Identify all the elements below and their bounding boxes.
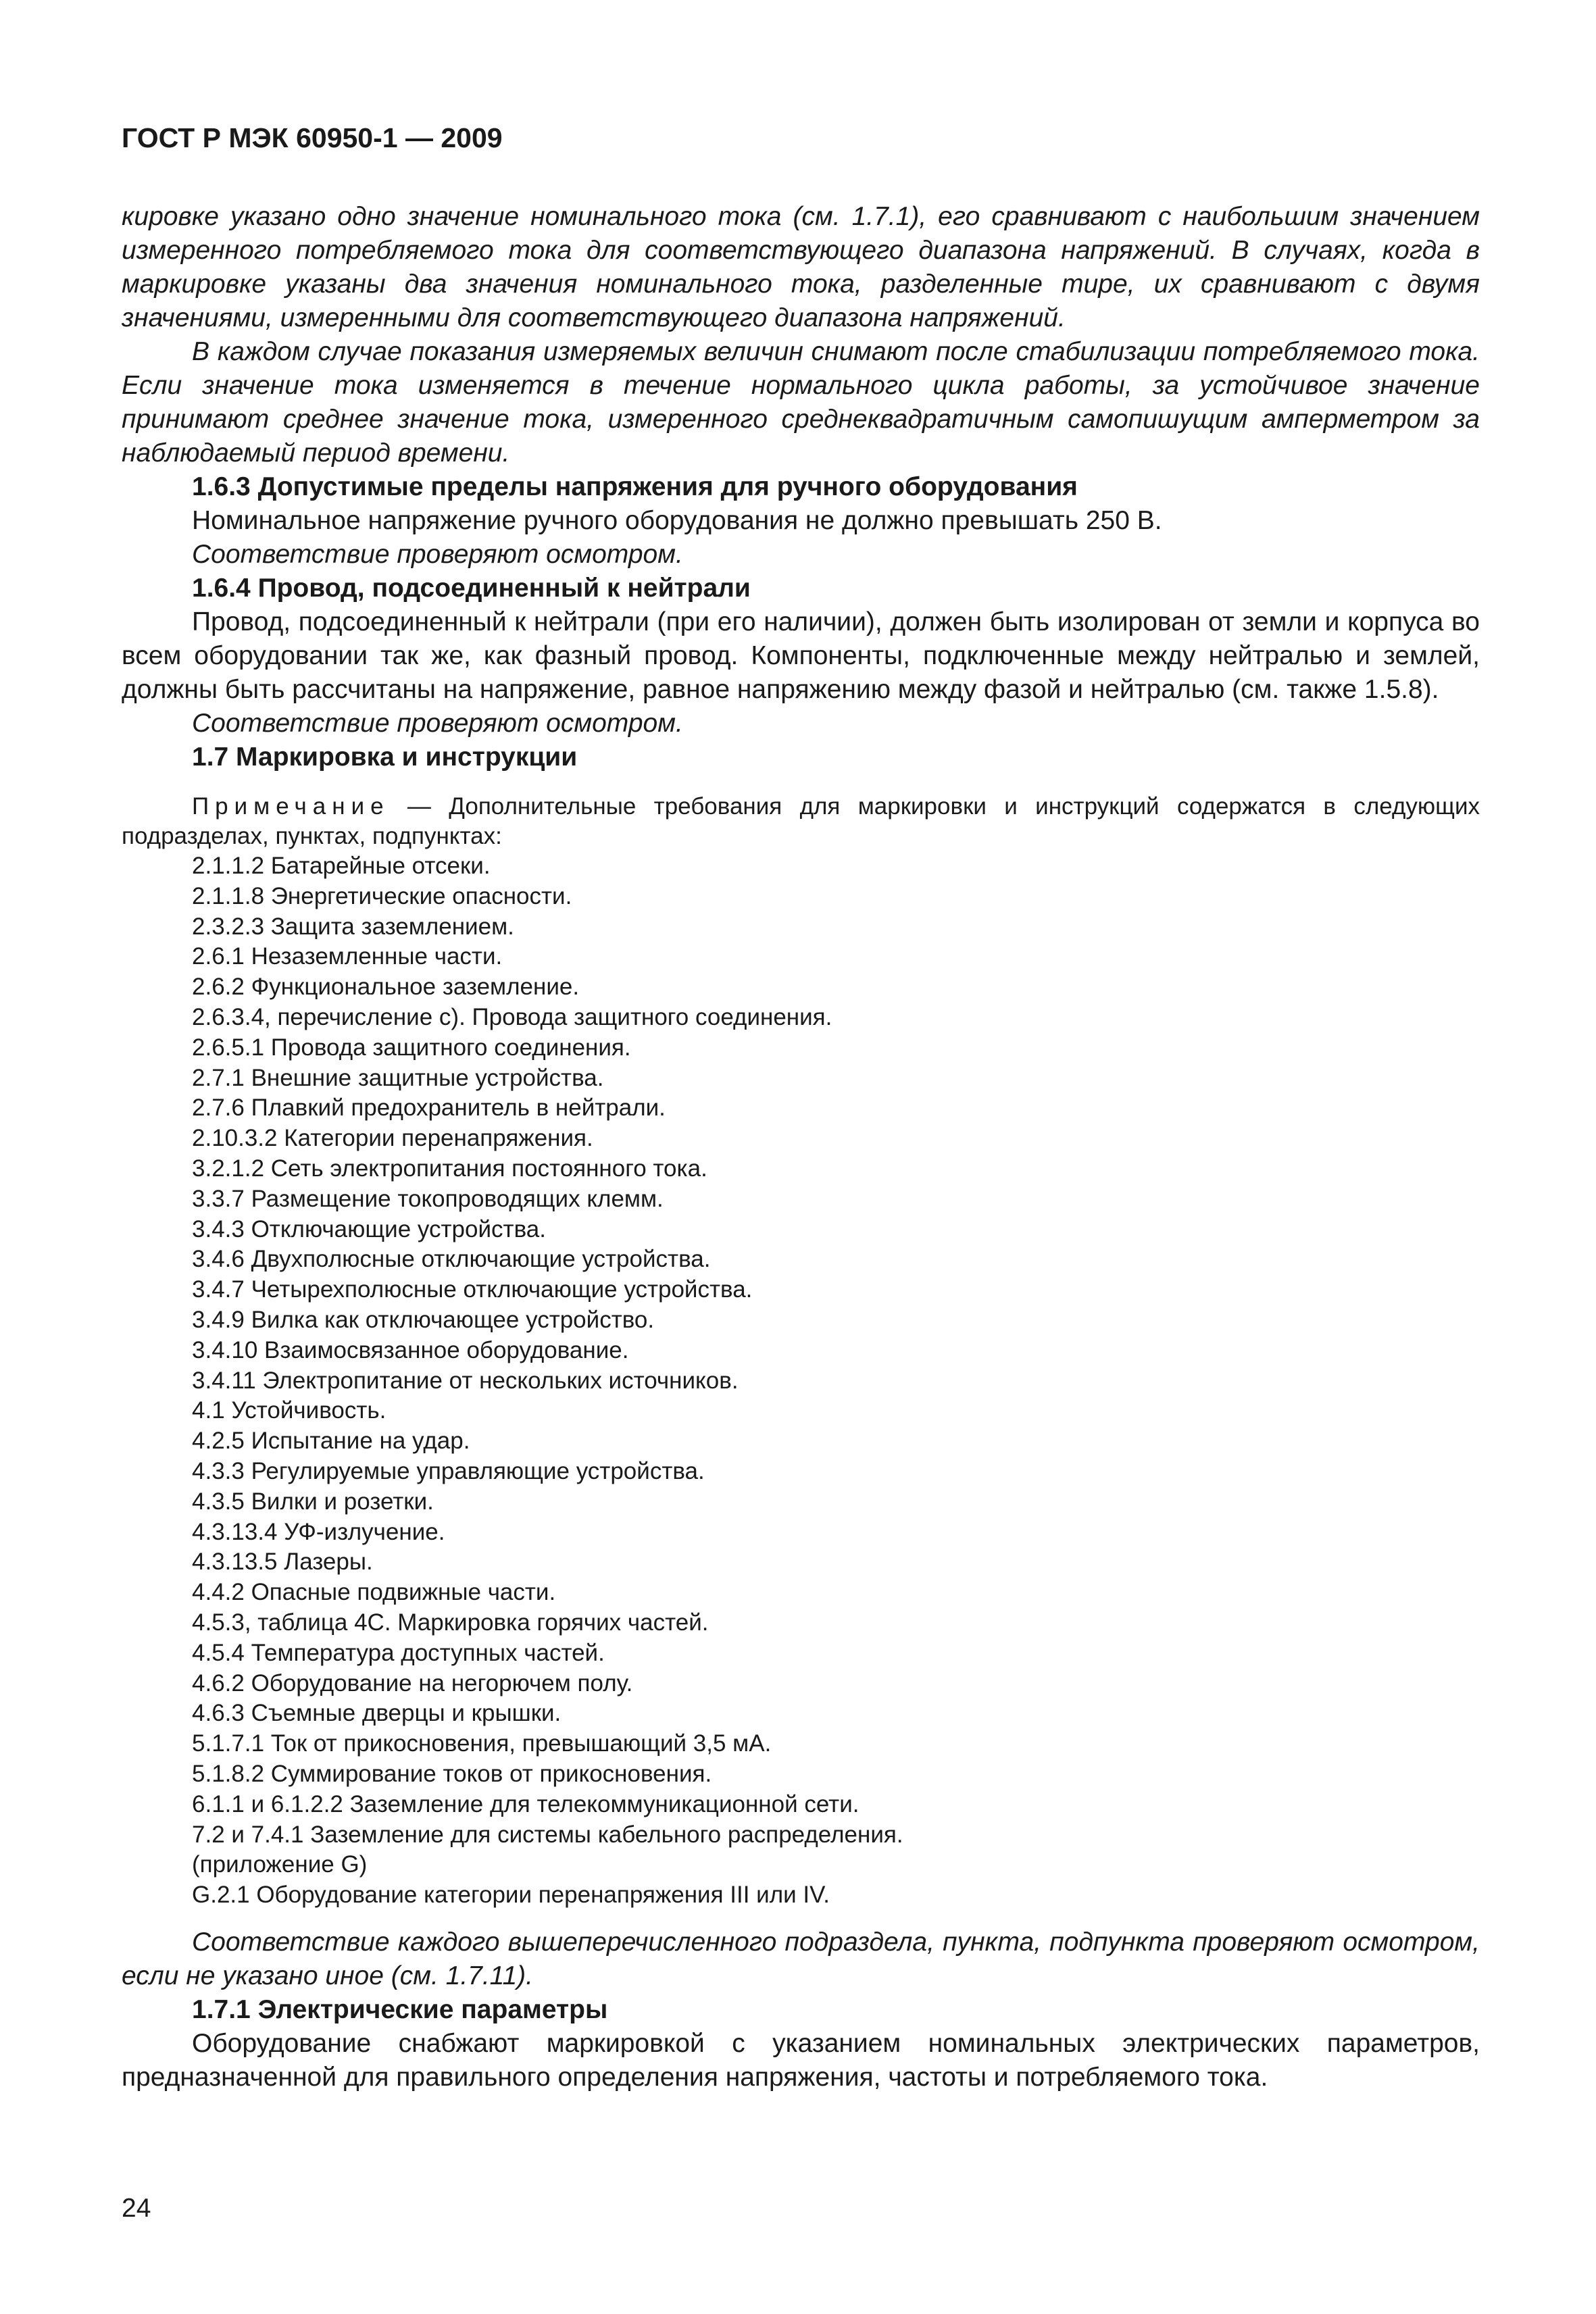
list-item: 2.6.2 Функциональное заземление. [192, 974, 580, 1001]
note-label: Примечание [192, 793, 390, 820]
list-item: 2.7.6 Плавкий предохранитель в нейтрали. [192, 1095, 666, 1122]
conformity-statement: Соответствие каждого вышеперечисленного подраздела, пункта, подпункта проверяют осмотром, если не указано иное (см. 1.7.11). [122, 1927, 1480, 1990]
list-item: 2.10.3.2 Категории перенапряжения. [192, 1125, 593, 1152]
list-item: 2.1.1.8 Энергетические опасности. [192, 882, 572, 909]
list-item: 4.1 Устойчивость. [192, 1397, 386, 1424]
section-1-6-3-check: Соответствие проверяют осмотром. [192, 540, 683, 569]
list-item: 7.2 и 7.4.1 Заземление для системы кабельного распределения. [192, 1821, 903, 1848]
list-item: 4.3.13.5 Лазеры. [192, 1549, 373, 1576]
list-item: 3.4.9 Вилка как отключающее устройство. [192, 1306, 655, 1333]
list-item: 3.3.7 Размещение токопроводящих клемм. [192, 1185, 664, 1212]
list-item: 3.4.6 Двухполюсные отключающие устройства. [192, 1246, 711, 1273]
list-item: G.2.1 Оборудование категории перенапряжения III или IV. [192, 1882, 830, 1909]
list-item: 2.3.2.3 Защита заземлением. [192, 913, 514, 940]
list-item: 3.4.7 Четырехполюсные отключающие устройства. [192, 1276, 753, 1303]
list-item: 4.6.3 Съемные дверцы и крышки. [192, 1700, 562, 1727]
section-1-6-3-title: 1.6.3 Допустимые пределы напряжения для ручного оборудования [192, 472, 1078, 501]
section-1-7-1-text: Оборудование снабжают маркировкой с указанием номинальных электрических параметров, предназначенной для правильного определения напряжения, частоты и потребляемого тока. [122, 2028, 1480, 2092]
list-item: 3.4.3 Отключающие устройства. [192, 1215, 546, 1242]
list-item: 4.2.5 Испытание на удар. [192, 1428, 470, 1455]
list-item: 2.1.1.2 Батарейные отсеки. [192, 853, 491, 879]
list-item: 4.6.2 Оборудование на негорючем полу. [192, 1669, 633, 1696]
list-item: 3.2.1.2 Сеть электропитания постоянного тока. [192, 1155, 707, 1182]
section-1-7-1-title: 1.7.1 Электрические параметры [192, 1994, 608, 2024]
section-1-6-4-title: 1.6.4 Провод, подсоединенный к нейтрали [192, 574, 751, 603]
list-item: 2.6.5.1 Провода защитного соединения. [192, 1034, 631, 1061]
page-number: 24 [122, 2194, 151, 2223]
list-item: 2.7.1 Внешние защитные устройства. [192, 1064, 604, 1091]
note [122, 792, 1480, 851]
list-item: 4.3.3 Регулируемые управляющие устройства. [192, 1457, 705, 1484]
list-item: (приложение G) [192, 1851, 368, 1878]
list-item: 4.5.3, таблица 4С. Маркировка горячих частей. [192, 1609, 709, 1636]
section-1-7-title: 1.7 Маркировка и инструкции [192, 743, 578, 772]
list-item: 3.4.10 Взаимосвязанное оборудование. [192, 1336, 629, 1363]
list-item: 2.6.3.4, перечисление c). Провода защитного соединения. [192, 1003, 832, 1030]
section-1-6-4-text: Провод, подсоединенный к нейтрали (при его наличии), должен быть изолирован от земли и корпуса во всем оборудовании так же, как фазный провод. Компоненты, подключенные между нейтралью и землей, должны быть рассчитаны на напряжение, равное напряжению между фазой и нейтралью (см. также 1.5.8). [122, 607, 1480, 704]
list-item: 5.1.8.2 Суммирование токов от прикосновения. [192, 1760, 712, 1787]
document-page [122, 122, 1480, 2094]
list-item: 4.4.2 Опасные подвижные части. [192, 1579, 556, 1606]
section-1-6-4-check: Соответствие проверяют осмотром. [192, 709, 683, 738]
list-item: 5.1.7.1 Ток от прикосновения, превышающий 3,5 мА. [192, 1730, 772, 1757]
list-item: 4.3.13.4 УФ-излучение. [192, 1518, 445, 1545]
section-1-6-3-text: Номинальное напряжение ручного оборудования не должно превышать 250 В. [192, 506, 1162, 535]
list-item: 2.6.1 Незаземленные части. [192, 943, 503, 970]
document-header: ГОСТ Р МЭК 60950-1 — 2009 [122, 122, 503, 153]
note-text: — Дополнительные требования для маркировки и инструкций содержатся в следующих подразделах, пунктах, подпунктах: [122, 793, 1480, 849]
list-item: 4.5.4 Температура доступных частей. [192, 1639, 605, 1666]
list-item: 3.4.11 Электропитание от нескольких источников. [192, 1367, 739, 1394]
paragraph-continuation: кировке указано одно значение номинального тока (см. 1.7.1), его сравнивают с наибольшим значением измеренного потребляемого тока для соответствующего диапазона напряжений. В случаях, когда в маркировке указаны два значения номинального тока, разделенные тире, их сравнивают с двумя значениями, измеренными для соответствующего диапазона напряжений. [122, 202, 1480, 332]
list-item: 4.3.5 Вилки и розетки. [192, 1488, 434, 1515]
paragraph-measurement: В каждом случае показания измеряемых величин снимают после стабилизации потребляемого тока. Если значение тока изменяется в течение нормального цикла работы, за устойчивое значение принимают среднее значение тока, измеренного среднеквадратичным самопишущим амперметром за наблюдаемый период времени. [122, 337, 1480, 468]
list-item: 6.1.1 и 6.1.2.2 Заземление для телекоммуникационной сети. [192, 1790, 859, 1817]
reference-list [122, 851, 1480, 1911]
